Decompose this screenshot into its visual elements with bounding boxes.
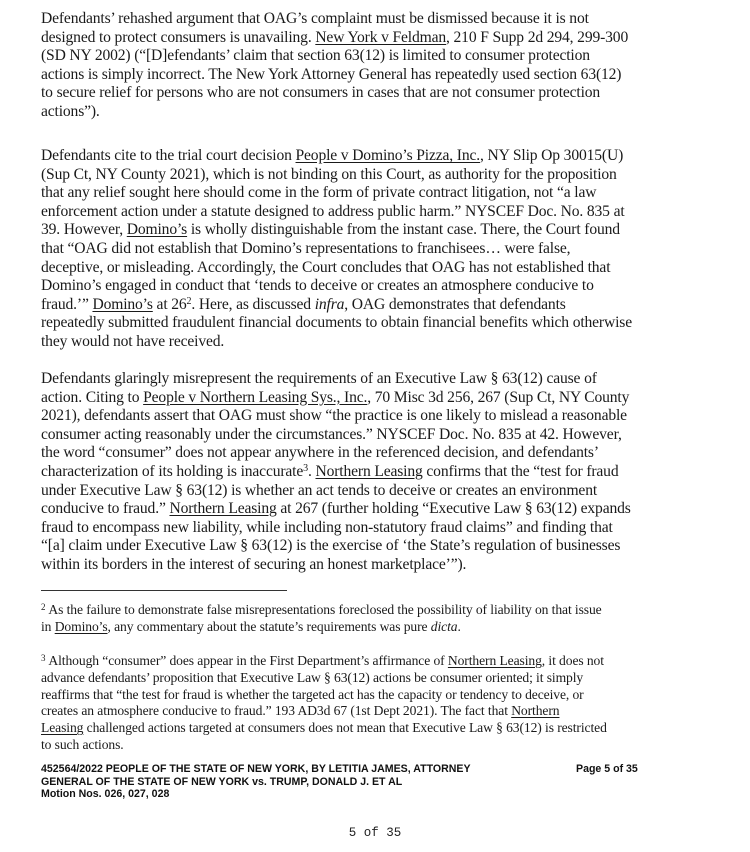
page-number: 5 of 35 — [348, 826, 402, 840]
text-line: they would not have received. — [41, 332, 225, 350]
footnote-ref-2: 2 — [186, 295, 192, 307]
text-line: actions”). — [41, 102, 100, 120]
text-line: advance defendants’ proposition that Executive Law § 63(12) actions be consumer oriented; it simply — [41, 669, 584, 685]
paragraph-1 — [41, 10, 706, 122]
text-line: consumer acting reasonably under the circumstances.” NYSCEF Doc. No. 835 at 42. However, — [41, 425, 622, 443]
footnote-marker: 3 — [41, 653, 46, 663]
text-line: reaffirms that “the test for fraud is whether the targeted act has the capacity or tendency to deceive, or — [41, 686, 584, 702]
text-line: fraud to encompass new liability, while including non-statutory fraud claims” and finding that — [41, 518, 613, 536]
text-line: Defendants’ rehashed argument that OAG’s complaint must be dismissed because it is not — [41, 10, 589, 27]
text-line: fraud.’” Domino’s at $26^2$. Here, as discussed infra, OAG demonstrates that defendants — [41, 295, 566, 313]
text-line: that any relief sought here should come in the form of private contract litigation, not “a law — [41, 184, 597, 202]
case-caption — [41, 763, 521, 801]
footnote-separator — [41, 590, 287, 591]
footnote-3 — [41, 653, 711, 754]
footnote-2 — [41, 602, 711, 636]
case-reference-northern-leasing: Northern Leasing — [447, 653, 542, 668]
case-reference-dominos: Domino’s — [126, 221, 188, 239]
text-line: (SD NY 2002) (“[D]efendants’ claim that section 63(12) is limited to consumer protection — [41, 47, 590, 65]
text-line: $^2$ As the failure to demonstrate false misrepresentations foreclosed the possibility of liability on that issue — [41, 602, 602, 617]
paragraph-3 — [41, 370, 706, 575]
text-line: the word “consumer” does not appear anywhere in the referenced decision, and defendants’ — [41, 444, 599, 462]
text-line: Defendants cite to the trial court decision People v Domino’s Pizza, Inc., NY Slip Op 30015(U) — [41, 147, 624, 164]
text-line: enforcement action under a statute designed to address public harm.” NYSCEF Doc. No. 835 at — [41, 202, 625, 220]
text-line: characterization of its holding is inaccurate$^3$. Northern Leasing confirms that the “test for fraud — [41, 462, 619, 480]
text-line: in Domino’s, any commentary about the statute’s requirements was pure dicta. — [41, 618, 461, 634]
text-line: (Sup Ct, NY County 2021), which is not binding on this Court, as authority for the proposition — [41, 165, 617, 183]
footnote-marker: 2 — [41, 602, 46, 612]
case-reference-northern-leasing: Leasing — [41, 720, 84, 736]
text-line: to secure relief for persons who are not consumers in cases that are not consumer protection — [41, 84, 601, 102]
text-line: designed to protect consumers is unavailing. New York v Feldman, 210 F Supp 2d 294, 299-300 — [41, 28, 629, 46]
case-reference-northern-leasing: Northern Leasing — [315, 462, 423, 480]
text-line: repeatedly submitted fraudulent financial documents to obtain financial benefits which otherwise — [41, 314, 632, 332]
case-reference-northern-leasing: Northern — [511, 703, 560, 719]
case-reference-dominos: Domino’s — [54, 618, 108, 634]
text-line: Defendants glaringly misrepresent the requirements of an Executive Law § 63(12) cause of — [41, 370, 597, 387]
case-reference-dominos: Domino’s — [92, 295, 153, 313]
footnote-ref-3: 3 — [303, 462, 308, 474]
text-line: Domino’s engaged in conduct that ‘tends to deceive or creates an atmosphere conducive to — [41, 277, 594, 295]
text-line: $^3$ Although “consumer” does appear in the First Department’s affirmance of Northern Leasing, it does not — [41, 653, 604, 668]
paragraph-2 — [41, 147, 706, 352]
text-line: 39. However, Domino’s is wholly distinguishable from the instant case. There, the Court found — [41, 221, 620, 239]
text-line: actions is simply incorrect. The New York Attorney General has repeatedly used section 63(12) — [41, 65, 622, 83]
text-line: under Executive Law § 63(12) is whether an act tends to deceive or creates an environment — [41, 481, 598, 499]
text-line: “[a] claim under Executive Law § 63(12) is the exercise of ‘the State’s regulation of businesses — [41, 537, 621, 555]
page-label: Page 5 of 35 — [576, 763, 638, 775]
case-citation-dominos: People v Domino’s Pizza, Inc. — [295, 147, 480, 164]
text-line: deceptive, or misleading. Accordingly, the Court concludes that OAG has not established that — [41, 258, 611, 276]
case-citation-northern-leasing: People v Northern Leasing Sys., Inc. — [143, 388, 368, 406]
text-line: action. Citing to People v Northern Leasing Sys., Inc., 70 Misc 3d 256, 267 (Sup Ct, NY County — [41, 388, 630, 406]
text-line: to such actions. — [41, 736, 124, 752]
text-line: conducive to fraud.” Northern Leasing at 267 (further holding “Executive Law § 63(12) expands — [41, 500, 631, 518]
case-citation-feldman: New York v Feldman — [315, 28, 447, 46]
case-reference-northern-leasing: Northern Leasing — [169, 500, 277, 518]
text-line: creates an atmosphere conducive to fraud.” 193 AD3d 67 (1st Dept 2021). The fact that Northern — [41, 703, 560, 719]
case-caption-line: GENERAL OF THE STATE OF NEW YORK vs. TRUMP, DONALD J. ET AL — [41, 775, 403, 788]
motion-numbers: Motion Nos. 026, 027, 028 — [41, 788, 170, 801]
text-line: that “OAG did not establish that Domino’s representations to franchisees… were false, — [41, 239, 571, 257]
text-line: within its borders in the interest of securing an honest marketplace’”). — [41, 555, 467, 573]
text-line: 2021), defendants assert that OAG must show “the practice is one likely to mislead a reasonable — [41, 407, 627, 425]
case-caption-line: 452564/2022 PEOPLE OF THE STATE OF NEW YORK, BY LETITIA JAMES, ATTORNEY — [41, 763, 471, 775]
text-line: Leasing challenged actions targeted at consumers does not mean that Executive Law § 63(12) is restricted — [41, 720, 607, 736]
